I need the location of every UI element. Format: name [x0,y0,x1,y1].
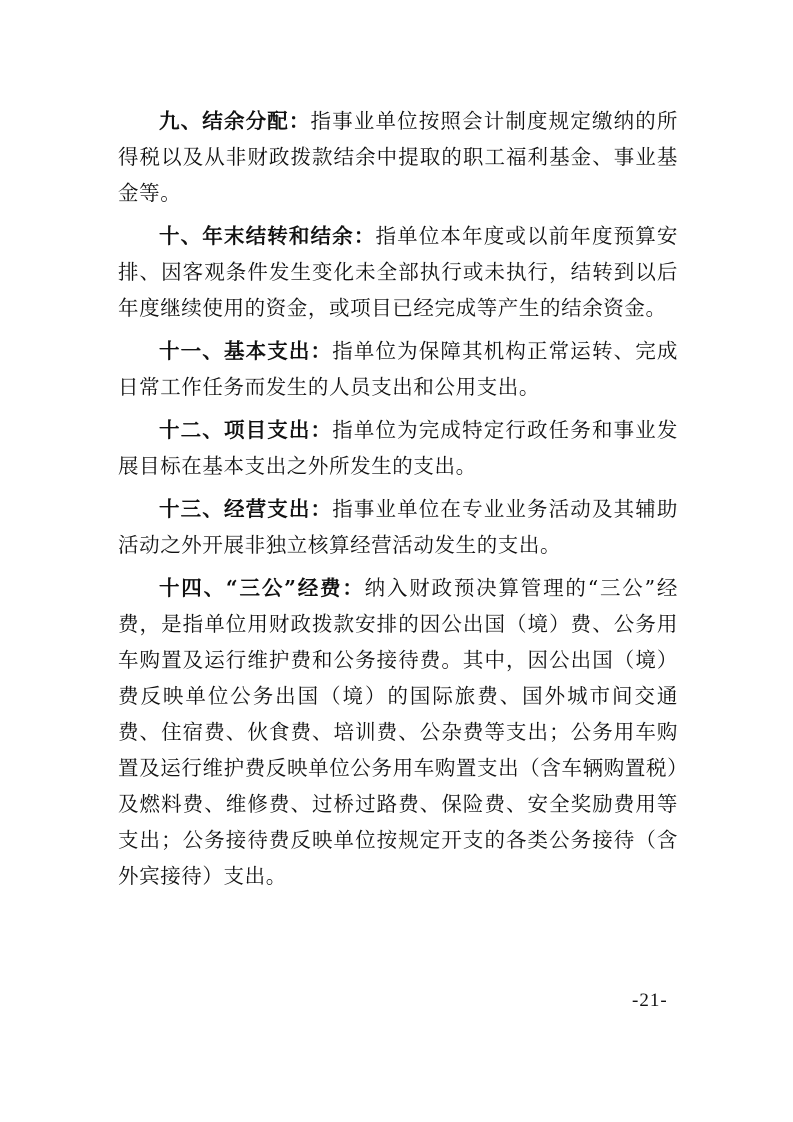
paragraph-project-expenditure [118,412,678,484]
paragraph-text: 指事业单位在专业业务活动及其辅助活动之外开展非独立核算经营活动发生的支出。 [118,497,678,557]
paragraph-year-end-carryover [118,218,678,326]
paragraph-text: 纳入财政预决算管理的“三公”经费，是指单位用财政拨款安排的因公出国（境）费、公务用车购置及运行维护费和公务接待费。其中，因公出国（境）费反映单位公务出国（境）的国际旅费、国外城市间交通费、住宿费、伙食费、培训费、公杂费等支出；公务用车购置及运行维护费反映单位公务用车购置支出（含车辆购置税）及燃料费、维修费、过桥过路费、保险费、安全奖励费用等支出；公务接待费反映单位按规定开支的各类公务接待（含外宾接待）支出。 [118,576,678,888]
paragraph-text: 指单位本年度或以前年度预算安排、因客观条件发生变化未全部执行或未执行，结转到以后年度继续使用的资金，或项目已经完成等产生的结余资金。 [118,224,679,320]
paragraph-surplus-distribution [118,103,678,211]
document-body [118,103,678,894]
paragraph-basic-expenditure [118,333,678,405]
paragraph-heading: 九、结余分配： [159,109,311,133]
paragraph-operating-expenditure [118,491,678,563]
paragraph-text: 指事业单位按照会计制度规定缴纳的所得税以及从非财政拨款结余中提取的职工福利基金、事业基金等。 [118,109,679,205]
paragraph-heading: 十、年末结转和结余： [159,224,376,248]
paragraph-three-public-expenses [118,570,678,894]
page-number: -21- [632,990,668,1011]
paragraph-heading: 十一、基本支出： [159,339,333,363]
paragraph-text: 指单位为完成特定行政任务和事业发展目标在基本支出之外所发生的支出。 [118,418,678,478]
paragraph-text: 指单位为保障其机构正常运转、完成日常工作任务而发生的人员支出和公用支出。 [118,339,678,399]
paragraph-heading: 十三、经营支出： [159,497,333,521]
paragraph-heading: 十二、项目支出： [159,418,333,442]
paragraph-heading: 十四、“三公”经费： [159,576,365,600]
